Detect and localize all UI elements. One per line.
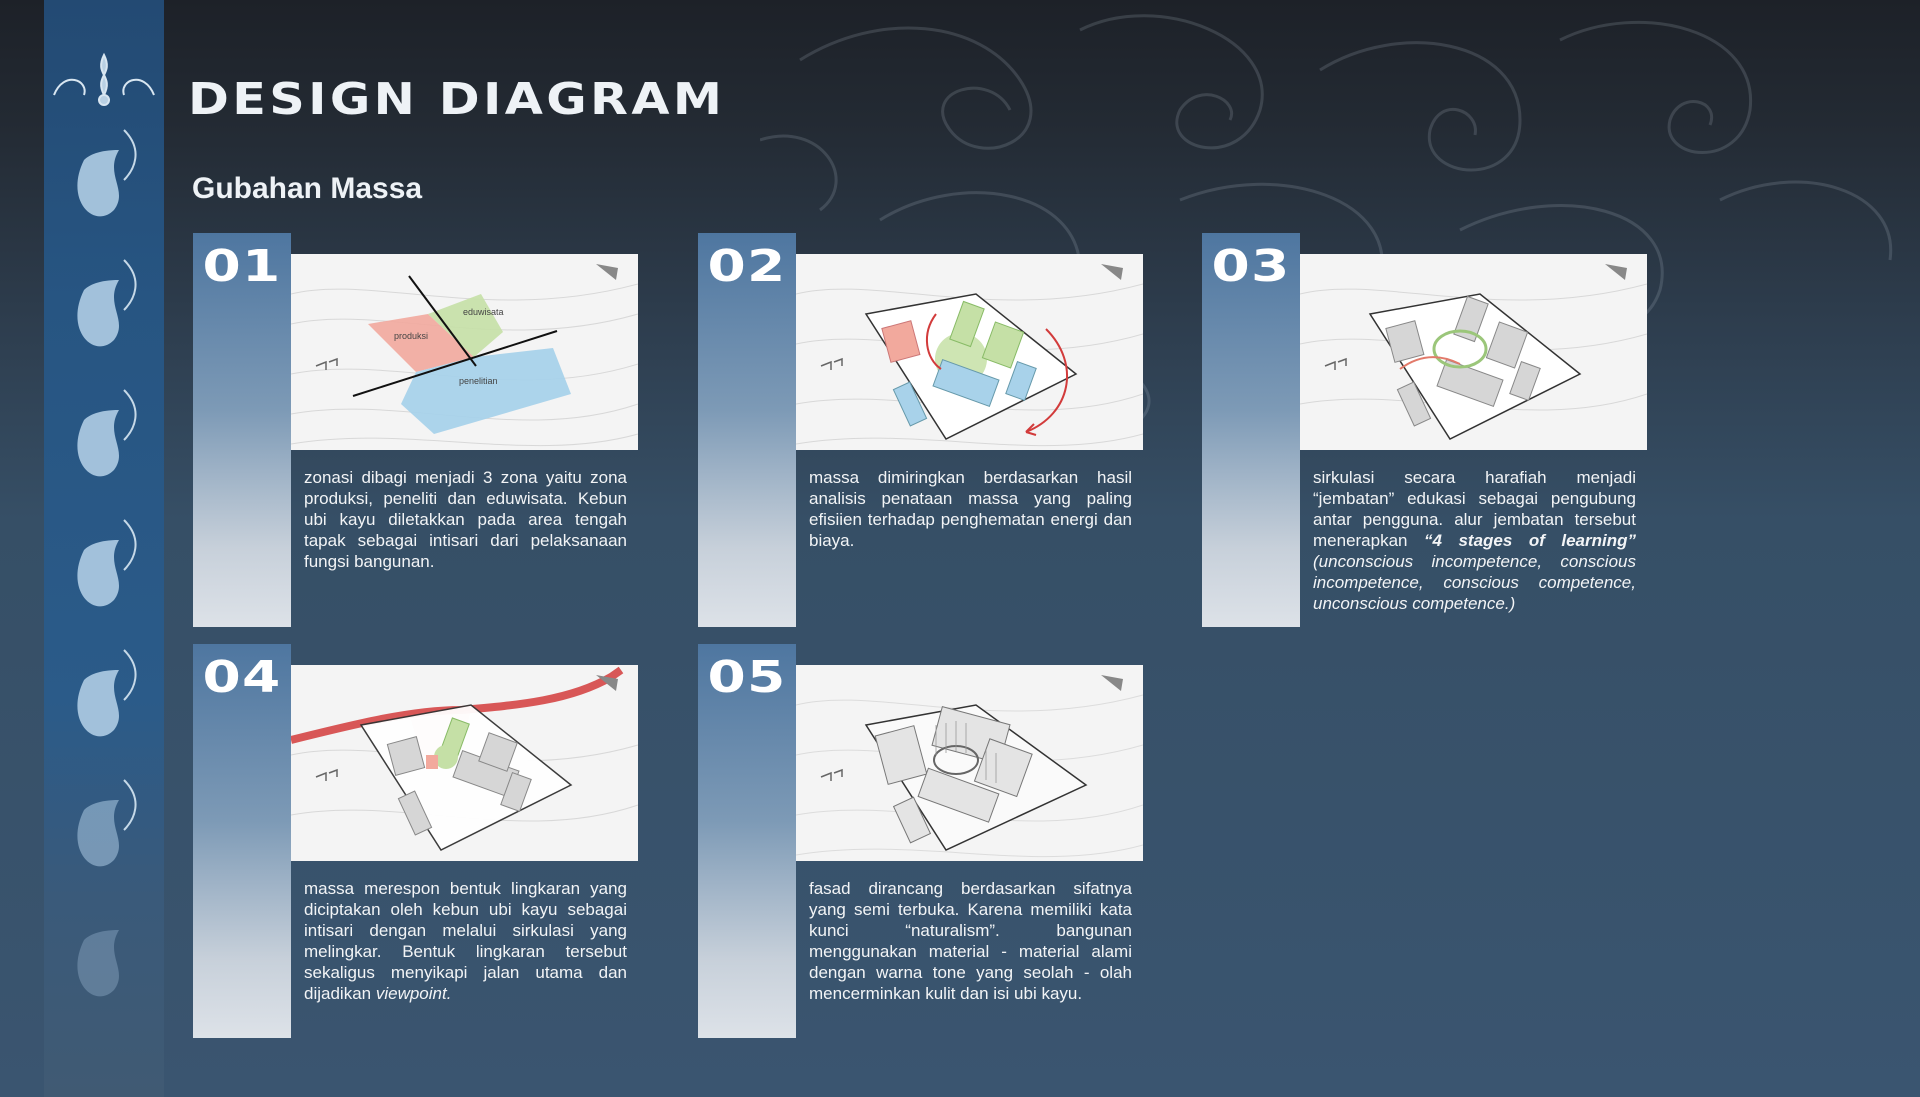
- side-ornament-band: [44, 0, 164, 1097]
- card-description: [304, 878, 627, 1004]
- mass-orientation-diagram-image: [796, 254, 1143, 450]
- description-italic: (unconscious incompetence, conscious incompetence, conscious competence, unconscious competence.): [1313, 552, 1636, 613]
- card-number-strip: [698, 233, 796, 627]
- card-number: 05: [707, 652, 787, 703]
- card-number-strip: [698, 644, 796, 1038]
- north-arrow-icon: [1605, 264, 1627, 280]
- card-description: [1313, 467, 1636, 614]
- viewpoint-diagram-image: [291, 665, 638, 861]
- circulation-diagram-image: [1300, 254, 1647, 450]
- card-description: massa dimiringkan berdasarkan hasil analisis penataan massa yang paling efisiien terhadap penghematan energi dan biaya.: [809, 468, 1132, 550]
- zone-label-produksi: produksi: [394, 331, 429, 341]
- diagram-card-03: [1202, 233, 1647, 627]
- zoning-diagram-image: [291, 254, 638, 450]
- zone-label-eduwisata: eduwisata: [463, 307, 504, 317]
- card-number: 03: [1211, 241, 1291, 292]
- card-number: 01: [202, 241, 282, 292]
- description-text: sirkulasi secara harafiah menjadi “jembatan” edukasi sebagai pengubung antar pengguna. alur jembatan tersebut menerapkan: [1313, 468, 1636, 550]
- card-description: zonasi dibagi menjadi 3 zona yaitu zona produksi, peneliti dan eduwisata. Kebun ubi kayu diletakkan pada area tengah tapak sebagai intisari dari pelaksanaan fungsi bangunan.: [304, 468, 627, 571]
- north-arrow-icon: [1101, 264, 1123, 280]
- card-number-strip: [193, 233, 291, 627]
- diagram-card-05: [698, 644, 1143, 1038]
- north-arrow-icon: [1101, 675, 1123, 691]
- diagram-card-04: [193, 644, 638, 1038]
- description-emphasis: “4 stages of learning”: [1424, 531, 1636, 550]
- facade-diagram-image: [796, 665, 1143, 861]
- card-number-strip: [1202, 233, 1300, 627]
- card-description: fasad dirancang berdasarkan sifatnya yang semi terbuka. Karena memiliki kata kunci “naturalism”. bangunan menggunakan material - material alami dengan warna tone yang seolah - olah mencerminkan kulit dan isi ubi kayu.: [809, 879, 1132, 1003]
- zone-label-penelitian: penelitian: [459, 376, 498, 386]
- diagram-card-02: [698, 233, 1143, 627]
- card-number: 02: [707, 241, 787, 292]
- floral-ornament-icon: [44, 0, 164, 1097]
- diagram-card-01: [193, 233, 638, 627]
- card-number: 04: [202, 652, 282, 703]
- description-italic: viewpoint.: [375, 984, 452, 1003]
- north-arrow-icon: [596, 264, 618, 280]
- card-number-strip: [193, 644, 291, 1038]
- page-title: DESIGN DIAGRAM: [188, 74, 726, 125]
- description-text: massa merespon bentuk lingkaran yang diciptakan oleh kebun ubi kayu sebagai intisari dengan melalui sirkulasi yang melingkar. Bentuk lingkaran tersebut sekaligus menyikapi jalan utama dan dijadikan: [304, 879, 627, 1003]
- section-subtitle: Gubahan Massa: [192, 172, 423, 205]
